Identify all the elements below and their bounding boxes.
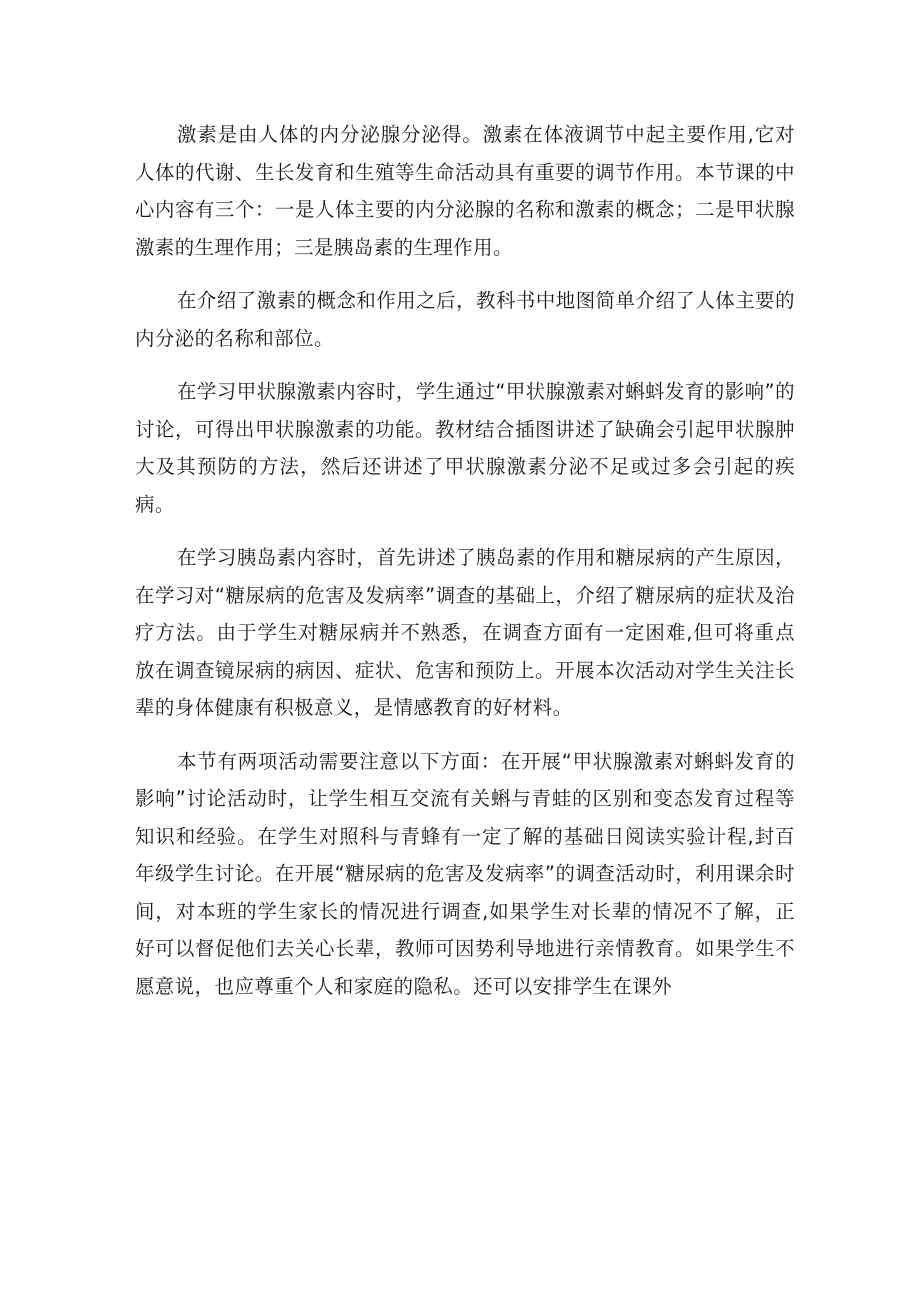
paragraph-3: 在学习甲状腺激素内容时，学生通过“甲状腺激素对蝌蚪发育的影响”的讨论，可得出甲状腺激素的功能。教材结合插图讲述了缺确会引起甲状腺肿大及其预防的方法，然后还讲述了甲状腺激素分泌不足或过多会引起的疾病。 (135, 380, 795, 516)
paragraph-1: 激素是由人体的内分泌腺分泌得。激素在体液调节中起主要作用,它对人体的代谢、生长发育和生殖等生命活动具有重要的调节作用。本节课的中心内容有三个：一是人体主要的内分泌腺的名称和激素的概念；二是甲状腺激素的生理作用；三是胰岛素的生理作用。 (135, 123, 795, 259)
document-body (135, 116, 795, 1021)
paragraph-2: 在介绍了激素的概念和作用之后，教科书中地图简单介绍了人体主要的内分泌的名称和部位。 (135, 289, 795, 350)
paragraph-4: 在学习胰岛素内容时，首先讲述了胰岛素的作用和糖尿病的产生原因，在学习对“糖尿病的危害及发病率”调查的基础上，介绍了糖尿病的症状及治疗方法。由于学生对糖尿病并不熟悉，在调查方面有一定困难,但可将重点放在调查镜尿病的病因、症状、危害和预防上。开展本次活动对学生关注长辈的身体健康有积极意义，是情感教育的好材料。 (135, 546, 795, 719)
paragraph-5: 本节有两项活动需要注意以下方面：在开展“甲状腺激素对蝌蚪发育的影响”讨论活动时，让学生相互交流有关蝌与青蛙的区别和变态发育过程等知识和经验。在学生对照科与青蜂有一定了解的基础日阅读实验计程,封百年级学生讨论。在开展“糖尿病的危害及发病率”的调查活动时，利用课余时间，对本班的学生家长的情况进行调查,如果学生对长辈的情况不了解，正好可以督促他们去关心长辈，教师可因势利导地进行亲情教育。如果学生不愿意说，也应尊重个人和家庭的隐私。还可以安排学生在课外 (135, 749, 795, 998)
